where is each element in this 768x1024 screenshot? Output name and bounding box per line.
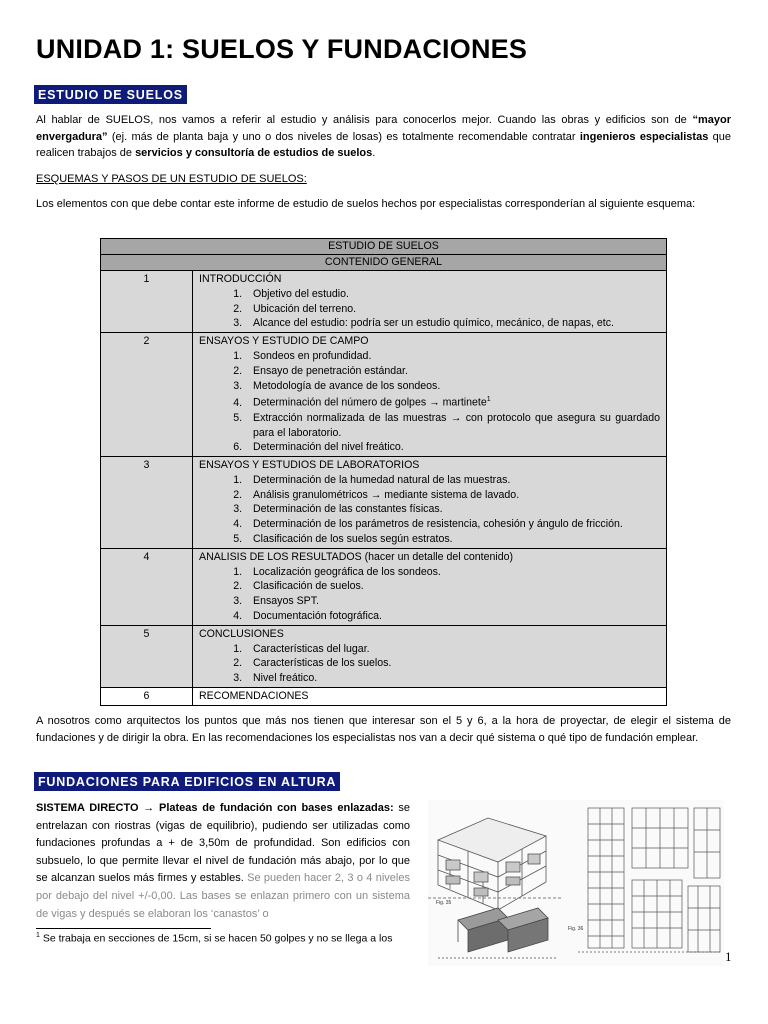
- footnote-divider: [36, 928, 211, 929]
- table-subheader-row: [101, 255, 667, 271]
- schemes-paragraph: Los elementos con que debe contar este informe de estudio de suelos hechos por especialistas corresponderían al siguiente esquema:: [36, 198, 696, 210]
- page-title: UNIDAD 1: SUELOS Y FUNDACIONES: [36, 34, 528, 64]
- row-content: [193, 333, 667, 457]
- row-number: 3: [101, 457, 193, 549]
- footnote: $^1$ Se trabaja en secciones de 15cm, si se hacen 50 golpes y no se llega a los: [36, 932, 393, 945]
- soil-study-table: [100, 238, 667, 706]
- list-item: 1. Objetivo del estudio.: [245, 287, 660, 302]
- row-content: [193, 271, 667, 333]
- row-title: RECOMENDACIONES: [199, 690, 309, 703]
- table-row: [101, 457, 667, 549]
- row-content: [193, 688, 667, 706]
- list-item: 2. Análisis granulométricos → mediante sistema de lavado.: [245, 488, 660, 503]
- direct-system-lead: SISTEMA DIRECTO → Plateas de fundación con bases enlazadas:: [36, 802, 394, 814]
- row-number: 6: [101, 688, 193, 706]
- row-list: [199, 287, 660, 331]
- list-item: 2. Clasificación de suelos.: [245, 579, 660, 594]
- section-heading-estudio-de-suelos: ESTUDIO DE SUELOS: [35, 86, 186, 103]
- table-header-row: [101, 239, 667, 255]
- schemes-heading: ESQUEMAS Y PASOS DE UN ESTUDIO DE SUELOS:: [36, 173, 307, 185]
- row-list: [199, 565, 660, 624]
- row-content: [193, 457, 667, 549]
- table-row: [101, 688, 667, 706]
- list-item: 3. Ensayos SPT.: [245, 594, 660, 609]
- list-item: 4. Determinación del número de golpes → martinete$^1$: [245, 393, 660, 410]
- figure-label-left: Fig. 35: [436, 900, 452, 906]
- list-item: 4. Determinación de los parámetros de resistencia, cohesión y ángulo de fricción.: [245, 517, 660, 532]
- list-item: 2. Ubicación del terreno.: [245, 302, 660, 317]
- row-number: 5: [101, 625, 193, 687]
- direct-system-paragraph: SISTEMA DIRECTO → Plateas de fundación con bases enlazadas: se entrelazan con riostras (vigas de equilibrio), pudiendo ser utilizadas como fundaciones profundas a + de 3,50m de profundidad. Son edificios con subsuelo, lo que permite llevar el nivel de fundación más abajo, por lo que se alcanzan suelos más firmes y estables. Se pueden hacer 2, 3 o 4 niveles por debajo del nivel +/-0,00. Las bases se enlazan primero con un sistema de vigas y después se elaboran los ‘canastos’ o: [36, 802, 410, 920]
- list-item: 2. Ensayo de penetración estándar.: [245, 364, 660, 379]
- list-item: 5. Extracción normalizada de las muestras → con protocolo que asegura su guardado para el laboratorio.: [245, 411, 660, 441]
- list-item: 1. Determinación de la humedad natural de las muestras.: [245, 473, 660, 488]
- foundation-structure-figure: [428, 800, 724, 966]
- table-row: [101, 548, 667, 625]
- row-title: ANALISIS DE LOS RESULTADOS (hacer un detalle del contenido): [199, 550, 514, 563]
- figure-label-bottom: Fig. 36: [568, 926, 584, 932]
- list-item: 3. Nivel freático.: [245, 671, 660, 686]
- table-row: [101, 625, 667, 687]
- footnote-ref: 1: [486, 396, 491, 404]
- table-row: [101, 333, 667, 457]
- row-title: ENSAYOS Y ESTUDIO DE CAMPO: [199, 335, 369, 348]
- page-number: 1: [725, 949, 732, 964]
- row-title: INTRODUCCIÓN: [199, 273, 282, 285]
- list-item: 3. Determinación de las constantes físicas.: [245, 502, 660, 517]
- row-title: ENSAYOS Y ESTUDIOS DE LABORATORIOS: [199, 459, 420, 472]
- list-item: 1. Características del lugar.: [245, 642, 660, 657]
- list-item: 3. Alcance del estudio: podría ser un estudio químico, mecánico, de napas, etc.: [245, 316, 660, 331]
- row-number: 2: [101, 333, 193, 457]
- section-heading-fundaciones: FUNDACIONES PARA EDIFICIOS EN ALTURA: [35, 773, 339, 790]
- row-number: 4: [101, 548, 193, 625]
- row-title: CONCLUSIONES: [199, 627, 284, 640]
- row-list: [199, 473, 660, 547]
- list-item: 1. Sondeos en profundidad.: [245, 349, 660, 364]
- list-item: 3. Metodología de avance de los sondeos.: [245, 379, 660, 394]
- row-list: [199, 349, 660, 455]
- list-item: 2. Características de los suelos.: [245, 656, 660, 671]
- row-number: 1: [101, 271, 193, 333]
- architects-paragraph: A nosotros como arquitectos los puntos que más nos tienen que interesar son el 5 y 6, a la hora de proyectar, de elegir el sistema de fundaciones y de dirigir la obra. En las recomendaciones los especialistas nos van a decir qué sistema o qué tipo de fundación emplear.: [36, 715, 731, 744]
- table-row: [101, 271, 667, 333]
- row-list: [199, 642, 660, 686]
- table-header-subtitle: CONTENIDO GENERAL: [101, 255, 667, 271]
- list-item: 1. Localización geográfica de los sondeos.: [245, 565, 660, 580]
- list-item: 5. Clasificación de los suelos según estratos.: [245, 532, 660, 547]
- intro-paragraph: Al hablar de SUELOS, nos vamos a referir al estudio y análisis para conocerlos mejor. Cuando las obras y edificios son de “mayor envergadura” (ej. más de planta baja y uno o dos niveles de losas) es totalmente recomendable contratar ingenieros especialistas que realicen trabajos de servicios y consultoría de estudios de suelos.: [36, 114, 731, 159]
- table-header-title: ESTUDIO DE SUELOS: [101, 239, 667, 255]
- list-item: 4. Documentación fotográfica.: [245, 609, 660, 624]
- row-content: [193, 548, 667, 625]
- row-content: [193, 625, 667, 687]
- list-item: 6. Determinación del nivel freático.: [245, 440, 660, 455]
